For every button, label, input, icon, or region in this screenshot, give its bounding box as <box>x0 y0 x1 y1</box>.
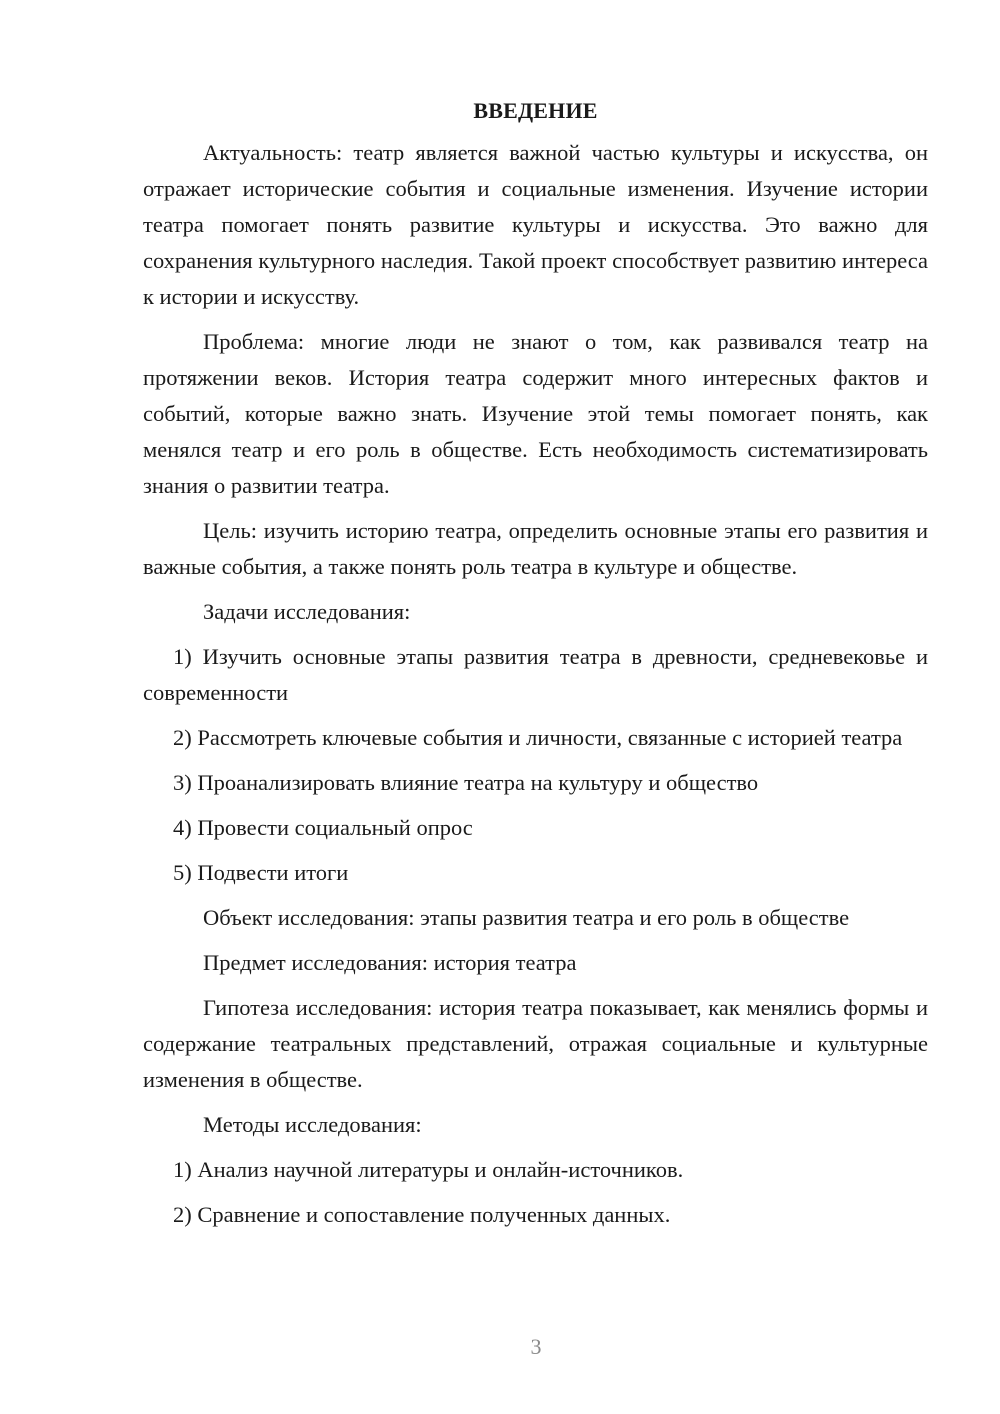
document-page <box>143 93 928 1242</box>
task-item-3: 3) Проанализировать влияние театра на культуру и общество <box>173 770 759 795</box>
task-item-5: 5) Подвести итоги <box>173 860 349 885</box>
object-line: Объект исследования: этапы развития театра и его роль в обществе <box>203 905 850 930</box>
method-item-1: 1) Анализ научной литературы и онлайн-источников. <box>173 1157 684 1182</box>
problem-paragraph: Проблема: многие люди не знают о том, как развивался театр на протяжении веков. История театра содержит много интересных фактов и событий, которые важно знать. Изучение этой темы помогает понять, как менялся театр и его роль в обществе. Есть необходимость систематизировать знания о развитии театра. <box>143 329 928 498</box>
page-title: ВВЕДЕНИЕ <box>473 98 598 123</box>
goal-paragraph: Цель: изучить историю театра, определить основные этапы его развития и важные события, а также понять роль театра в культуре и обществе. <box>143 518 928 579</box>
task-item-4: 4) Провести социальный опрос <box>173 815 473 840</box>
relevance-paragraph: Актуальность: театр является важной частью культуры и искусства, он отражает исторические события и социальные изменения. Изучение истории театра помогает понять развитие культуры и искусства. Это важно для сохранения культурного наследия. Такой проект способствует развитию интереса к истории и искусству. <box>143 140 928 309</box>
methods-heading: Методы исследования: <box>203 1112 422 1137</box>
page-number: 3 <box>530 1334 542 1359</box>
tasks-heading: Задачи исследования: <box>203 599 411 624</box>
method-item-2: 2) Сравнение и сопоставление полученных данных. <box>173 1202 671 1227</box>
hypothesis-paragraph: Гипотеза исследования: история театра показывает, как менялись формы и содержание театральных представлений, отражая социальные и культурные изменения в обществе. <box>143 995 928 1092</box>
task-item-2: 2) Рассмотреть ключевые события и личности, связанные с историей театра <box>173 725 903 750</box>
task-item-1: 1) Изучить основные этапы развития театра в древности, средневековье и современности <box>143 644 928 705</box>
subject-line: Предмет исследования: история театра <box>203 950 577 975</box>
